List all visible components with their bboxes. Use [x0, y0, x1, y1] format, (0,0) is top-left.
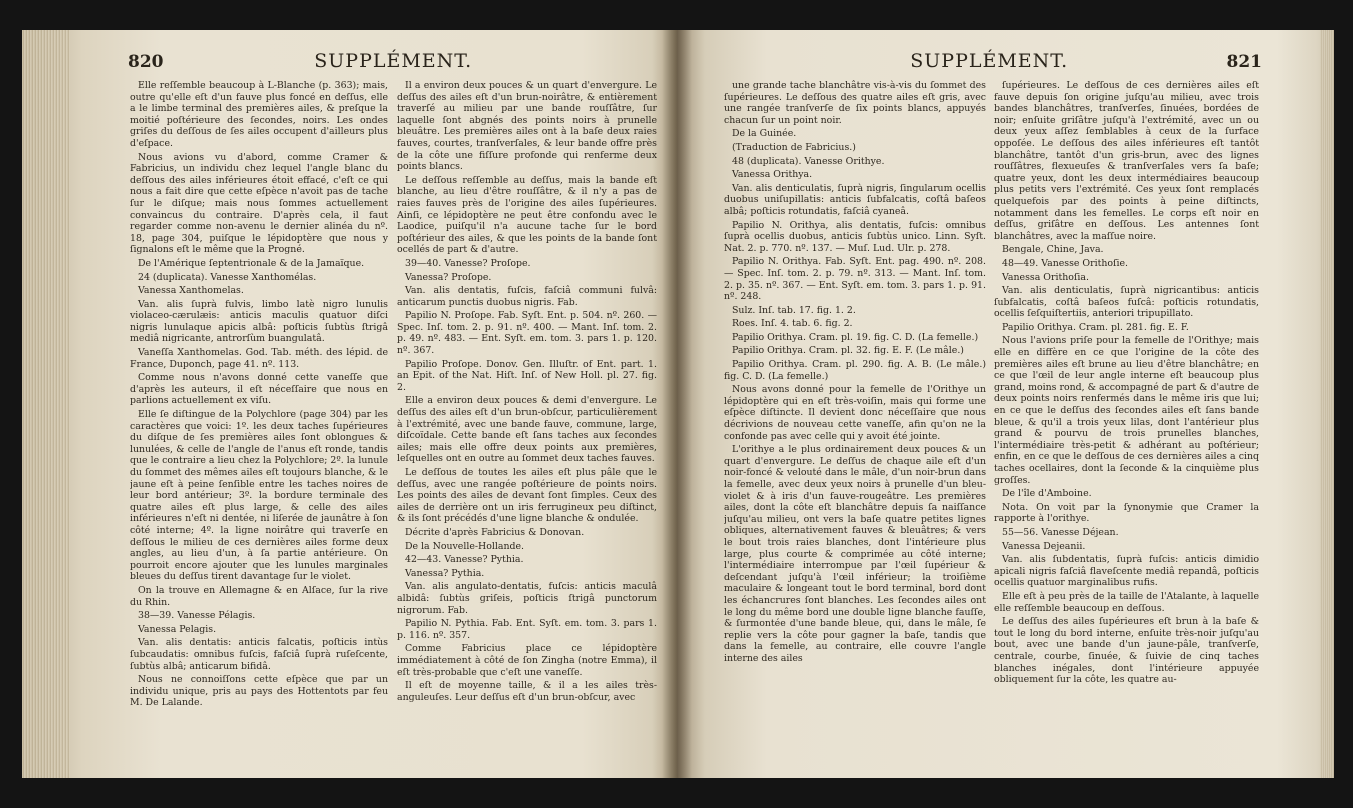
- paragraph: Papilio Orithya. Cram. pl. 19. fig. C. D. (La femelle.): [732, 331, 979, 343]
- paragraph: 55—56. Vanesse Déjean.: [1002, 526, 1119, 538]
- paragraph: De la Guinée.: [732, 128, 797, 140]
- paragraph: Comme nous n'avons donné cette vaneſſe que d'après les auteurs, il eſt néceſſaire que nous en parlions actuellement ex viſu.: [130, 372, 388, 407]
- paragraph: 48 (duplicata). Vanesse Orithye.: [732, 155, 885, 167]
- right-column-1: [724, 80, 986, 770]
- paragraph: Van. alis ſubdentatis, ſuprà fuſcis: anticis dimidio apicali nigris faſciâ flaveſcente mediâ repandâ, poſticis ocellis quatuor marginalibus rufis.: [994, 554, 1259, 589]
- paragraph: Il eſt de moyenne taille, & il a les ailes très-anguleuſes. Leur deſſus eſt d'un brun-obſcur, avec: [397, 680, 657, 703]
- paragraph: Roes. Inſ. 4. tab. 6. fig. 2.: [732, 318, 853, 330]
- paragraph: Nota. On voit par la ſynonymie que Cramer la rapporte à l'orithye.: [994, 501, 1259, 525]
- paragraph: Papilio N. Orithya, alis dentatis, fuſcis: omnibus ſuprà ocellis duobus, anticis ſubtùs unico. Linn. Syſt. Nat. 2. p. 770. nº. 137. — Muſ. Lud. Ulr. p. 278.: [724, 219, 986, 254]
- paragraph: Vanessa Xanthomelas.: [138, 285, 244, 297]
- paragraph: Van. alis ſuprà fulvis, limbo latè nigro lunulis violaceo-cærulæis: anticis maculis quatuor diſci nigris lunulaque apicis albâ: poſticis ſubtùs ſtrigâ mediâ nigricante, antrorſùm buangulatâ.: [130, 298, 388, 345]
- paragraph: Vanessa Orithoſia.: [1002, 271, 1089, 283]
- paragraph: On la trouve en Allemagne & en Alſace, ſur la rive du Rhin.: [130, 584, 388, 608]
- paragraph: Vanessa Dejeanii.: [1002, 540, 1086, 552]
- left-column-2: [397, 80, 657, 770]
- left-running-title: SUPPLÉMENT.: [314, 50, 473, 72]
- paragraph: Elle reſſemble beaucoup à L-Blanche (p. 363); mais, outre qu'elle eſt d'un fauve plus foncé en deſſus, elle a le limbe terminal des premières ailes, & preſque la moitié poſtérieure des ſecondes, noirs. Les ondes griſes du deſſous de ſes ailes occupent d'ailleurs plus d'eſpace.: [130, 80, 388, 149]
- paragraph: Vanessa Pelagis.: [138, 623, 217, 635]
- paragraph: Bengale, Chine, Java.: [1002, 244, 1104, 256]
- paragraph: Sulz. Inſ. tab. 17. fig. 1. 2.: [732, 304, 856, 316]
- paragraph: 42—43. Vanesse? Pythia.: [405, 554, 524, 566]
- paragraph: 24 (duplicata). Vanesse Xanthomélas.: [138, 271, 317, 283]
- right-page-header: [722, 50, 1262, 74]
- paragraph: L'orithye a le plus ordinairement deux pouces & un quart d'envergure. Le deſſus de chaque aile eſt d'un noir-foncé & velouté dans le mâle, d'un noir-brun dans la femelle, avec deux yeux noirs à prunelle d'un bleu-violet & à iris d'un fauve-rougeâtre. Les premières ailes, dont la côte eſt blanchâtre depuis ſa naiſſance juſqu'au milieu, ont vers la baſe quatre petites lignes obliques, alternativement fauves & bleuâtres; & vers le bout trois raies blanches, dont l'intérieure plus large, plus courte & comprimée au côté interne; l'intermédiaire interrompue par l'œil ſupérieur & deſcendant juſqu'à l'œil inférieur; la troiſième maculaire & longeant tout le bord terminal, bord dont les échancrures ſont blanches. Les ſecondes ailes ont le long du même bord une double ligne blanche fauſſe, & ſurmontée d'une bande bleue, qui, dans le mâle, ſe replie vers la côte pour gagner la baſe, tandis que dans la femelle, au contraire, elle couvre l'angle interne des ailes: [724, 444, 986, 664]
- paragraph: Vaneſſa Xanthomelas. God. Tab. méth. des lépid. de France, Duponch, page 41. nº. 113.: [130, 347, 388, 370]
- paragraph: Elle a environ deux pouces & demi d'envergure. Le deſſus des ailes eſt d'un brun-obſcur, particulièrement à l'extrémité, avec une bande fauve, commune, large, diſcoïdale. Cette bande eſt ſans taches aux ſecondes ailes; mais elle offre deux points aux premières, leſquelles ont en outre au ſommet deux taches fauves.: [397, 395, 657, 465]
- paragraph: Décrite d'après Fabricius & Donovan.: [405, 526, 585, 538]
- right-running-title: SUPPLÉMENT.: [910, 50, 1069, 72]
- right-column-2: [994, 80, 1259, 770]
- left-column-1: [130, 80, 388, 770]
- paragraph: De la Nouvelle-Hollande.: [405, 540, 525, 552]
- paragraph: Elle eſt à peu près de la taille de l'Atalante, à laquelle elle reſſemble beaucoup en deſſous.: [994, 590, 1259, 614]
- paragraph: Le deſſous de toutes les ailes eſt plus pâle que le deſſus, avec une rangée poſtérieure de points noirs. Les points des ailes de devant ſont ſimples. Ceux des ailes de derrière ont un iris ferrugineux peu diſtinct, & ils ſont précédés d'une ligne blanche & ondulée.: [397, 467, 657, 525]
- paragraph: Papilio N. Pythia. Fab. Ent. Syſt. em. tom. 3. pars 1. p. 116. nº. 357.: [397, 618, 657, 641]
- paragraph: Le deſſous reſſemble au deſſus, mais la bande eſt blanche, au lieu d'être rouſſâtre, & il n'y a pas de raies fauves près de l'origine des ailes ſupérieures. Ainſi, ce lépidoptère ne peut être confondu avec le Laodice, puiſqu'il n'a aucune tache ſur le bord poſtérieur des ailes, & que les points de la bande ſont ocellés de part & d'autre.: [397, 174, 657, 256]
- left-page-header: [128, 50, 653, 74]
- page-edges: [22, 30, 70, 778]
- paragraph: De l'Amérique ſeptentrionale & de la Jamaïque.: [138, 257, 365, 269]
- paragraph: Van. alis dentatis, fuſcis, faſciâ communi fulvâ: anticarum punctis duobus nigris. Fab.: [397, 285, 657, 308]
- paragraph: (Traduction de Fabricius.): [732, 141, 856, 153]
- paragraph: Vanessa Orithya.: [732, 169, 813, 181]
- paragraph: Papilio N. Orithya. Fab. Syſt. Ent. pag. 490. nº. 208. — Spec. Inſ. tom. 2. p. 79. nº. 313. — Mant. Inſ. tom. 2. p. 35. nº. 367. — Ent. Syſt. em. tom. 3. pars 1. p. 91. nº. 248.: [724, 256, 986, 303]
- paragraph: Papilio Proſope. Donov. Gen. Illuſtr. of Ent. part. 1. an Epit. of the Nat. Hiſt. Inſ. of New Holl. pl. 27. fig. 2.: [397, 358, 657, 393]
- paragraph: Elle ſe diſtingue de la Polychlore (page 304) par les caractères que voici: 1º. les deux taches ſupérieures du diſque de ſes premières ailes ſont oblongues & lunulées, & celle de l'angle de l'anus eſt ronde, tandis que le contraire a lieu chez la Polychlore; 2º. la lunule du ſommet des mêmes ailes eſt toujours blanche, & le jaune eſt à peine ſenſible entre les taches noires de leur bord antérieur; 3º. la bordure terminale des quatre ailes eſt plus large, & celle des ailes inférieures n'eſt ni dentée, ni liſerée de jaunâtre à ſon côté interne; 4º. la ligne noirâtre qui traverſe en deſſous le milieu de ces dernières ailes forme deux angles, au lieu d'un, à ſa partie antérieure. On pourroit encore ajouter que les lunules marginales bleues du deſſus tirent davantage ſur le violet.: [130, 409, 388, 583]
- book-gutter: [662, 30, 692, 778]
- paragraph: Papilio N. Proſope. Fab. Syſt. Ent. p. 504. nº. 260. — Spec. Inſ. tom. 2. p. 91. nº. 400. — Mant. Inſ. tom. 2. p. 49. nº. 483. — Ent. Syſt. em. tom. 3. pars 1. p. 120. nº. 367.: [397, 310, 657, 357]
- paragraph: Nous avons donné pour la femelle de l'Orithye un lépidoptère qui en eſt très-voiſin, mais qui forme une eſpèce diſtincte. Il devient donc néceſſaire que nous décrivions de nouveau cette vaneſſe, afin qu'on ne la confonde pas avec celle qui y avoit été jointe.: [724, 384, 986, 442]
- paragraph: Van. alis denticulatis, ſuprà nigris, ſingularum ocellis duobus uniſupillatis: anticis ſubfalcatis, coſtâ baſeos albâ; poſticis rotundatis, faſciâ cyaneâ.: [724, 182, 986, 217]
- paragraph: De l'île d'Amboine.: [1002, 488, 1092, 500]
- paragraph: Nous ne connoiſſons cette eſpèce que par un individu unique, pris au pays des Hottentots par feu M. De Lalande.: [130, 674, 388, 709]
- paragraph: Papilio Orithya. Cram. pl. 32. fig. E. F. (Le mâle.): [732, 345, 964, 357]
- paragraph: une grande tache blanchâtre vis-à-vis du ſommet des ſupérieures. Le deſſous des quatre ailes eſt gris, avec une rangée tranſverſe de ſix points blancs, appuyés chacun ſur un point noir.: [724, 80, 986, 126]
- paragraph: 48—49. Vanesse Orithoſie.: [1002, 257, 1129, 269]
- paragraph: Il a environ deux pouces & un quart d'envergure. Le deſſus des ailes eſt d'un brun-noirâtre, & entièrement traverſé au milieu par une bande rouſſâtre, ſur laquelle ſont abgnés des points noirs à prunelle bleuâtre. Les premières ailes ont à la baſe deux raies fauves, courtes, tranſverſales, & leur bande offre près de la côte une fiſſure profonde qui renferme deux points blancs.: [397, 80, 657, 173]
- page-edges-right: [1320, 30, 1334, 778]
- paragraph: 39—40. Vanesse? Proſope.: [405, 257, 531, 269]
- right-page-number: 821: [1226, 52, 1262, 72]
- paragraph: Van. alis angulato-dentatis, fuſcis: anticis maculâ albidâ: ſubtùs griſeis, poſticis ſtrigâ punctorum nigrorum. Fab.: [397, 581, 657, 616]
- paragraph: Nous l'avions priſe pour la femelle de l'Orithye; mais elle en diffère en ce que l'origine de la côte des premières ailes eſt brune au lieu d'être blanchâtre; en ce que l'œil de leur angle interne eſt beaucoup plus grand, moins rond, & accompagné de part & d'autre de deux points noirs renfermés dans le même iris que lui; en ce que le deſſus des ſecondes ailes eſt ſans bande bleue, & qu'il a trois yeux lilas, dont l'antérieur plus grand & pourvu de trois prunelles blanches, l'intermédiaire très-petit & adhérant au poſtérieur; enfin, en ce que le deſſous de ces dernières ailes a cinq taches ocellaires, dont la ſeconde & la cinquième plus groſſes.: [994, 335, 1259, 486]
- paragraph: Le deſſus des ailes ſupérieures eſt brun à la baſe & tout le long du bord interne, enſuite très-noir juſqu'au bout, avec une bande d'un jaune-pâle, tranſverſe, centrale, courbe, ſinuée, & ſuivie de cinq taches blanches inégales, dont l'intérieure appuyée obliquement ſur la côte, les quatre au-: [994, 616, 1259, 686]
- left-page-number: 820: [128, 52, 164, 72]
- paragraph: Van. alis denticulatis, ſuprà nigricantibus: anticis ſubfalcatis, coſtâ baſeos fuſcâ: poſticis rotundatis, ocellis ſeſquiſtertiis, anteriori tripupillato.: [994, 285, 1259, 320]
- paragraph: Comme Fabricius place ce lépidoptère immédiatement à côté de ſon Zingha (notre Emma), il eſt très-probable que c'eſt une vaneſſe.: [397, 643, 657, 678]
- paragraph: ſupérieures. Le deſſous de ces dernières ailes eſt fauve depuis ſon origine juſqu'au milieu, avec trois bandes blanchâtres, tranſverſes, ſinuées, bordées de noir; enſuite griſâtre juſqu'à l'extrémité, avec un ou deux yeux aſſez ſemblables à ceux de la ſurface oppoſée. Le deſſous des ailes inférieures eſt tantôt blanchâtre, tantôt d'un gris-brun, avec des lignes rouſſâtres, flexueuſes & tranſverſales vers ſa baſe; quatre yeux, dont les deux intermédiaires beaucoup plus petits vers l'extrémité. Ces yeux ſont remplacés quelquefois par des points à peine diſtincts, notamment dans les femelles. Le corps eſt noir en deſſus, griſâtre en deſſous. Les antennes ſont blanchâtres, avec la maſſue noire.: [994, 80, 1259, 242]
- paragraph: Van. alis dentatis: anticis falcatis, poſticis intùs ſubcaudatis: omnibus fuſcis, faſciâ ſuprà ruſeſcente, ſubtùs albâ; anticarum bifidâ.: [130, 637, 388, 672]
- paragraph: Papilio Orithya. Cram. pl. 290. fig. A. B. (Le mâle.) fig. C. D. (La femelle.): [724, 359, 986, 382]
- open-book: [22, 30, 1334, 778]
- paragraph: 38—39. Vanesse Pélagis.: [138, 610, 256, 622]
- paragraph: Papilio Orithya. Cram. pl. 281. fig. E. F.: [1002, 321, 1189, 333]
- paragraph: Vanessa? Proſope.: [405, 271, 492, 283]
- paragraph: Vanessa? Pythia.: [405, 567, 485, 579]
- paragraph: Nous avions vu d'abord, comme Cramer & Fabricius, un individu chez lequel l'angle blanc du deſſous des ailes inférieures étoit effacé, c'eſt ce qui nous a fait dire que cette eſpèce n'avoit pas de tache ſur le diſque; mais nous ſommes actuellement convaincus du contraire. D'après cela, il faut regarder comme non-avenu le dernier alinéa du nº. 18, page 304, puiſque le lépidoptère que nous y ſignalons eſt le même que la Progné.: [130, 151, 388, 256]
